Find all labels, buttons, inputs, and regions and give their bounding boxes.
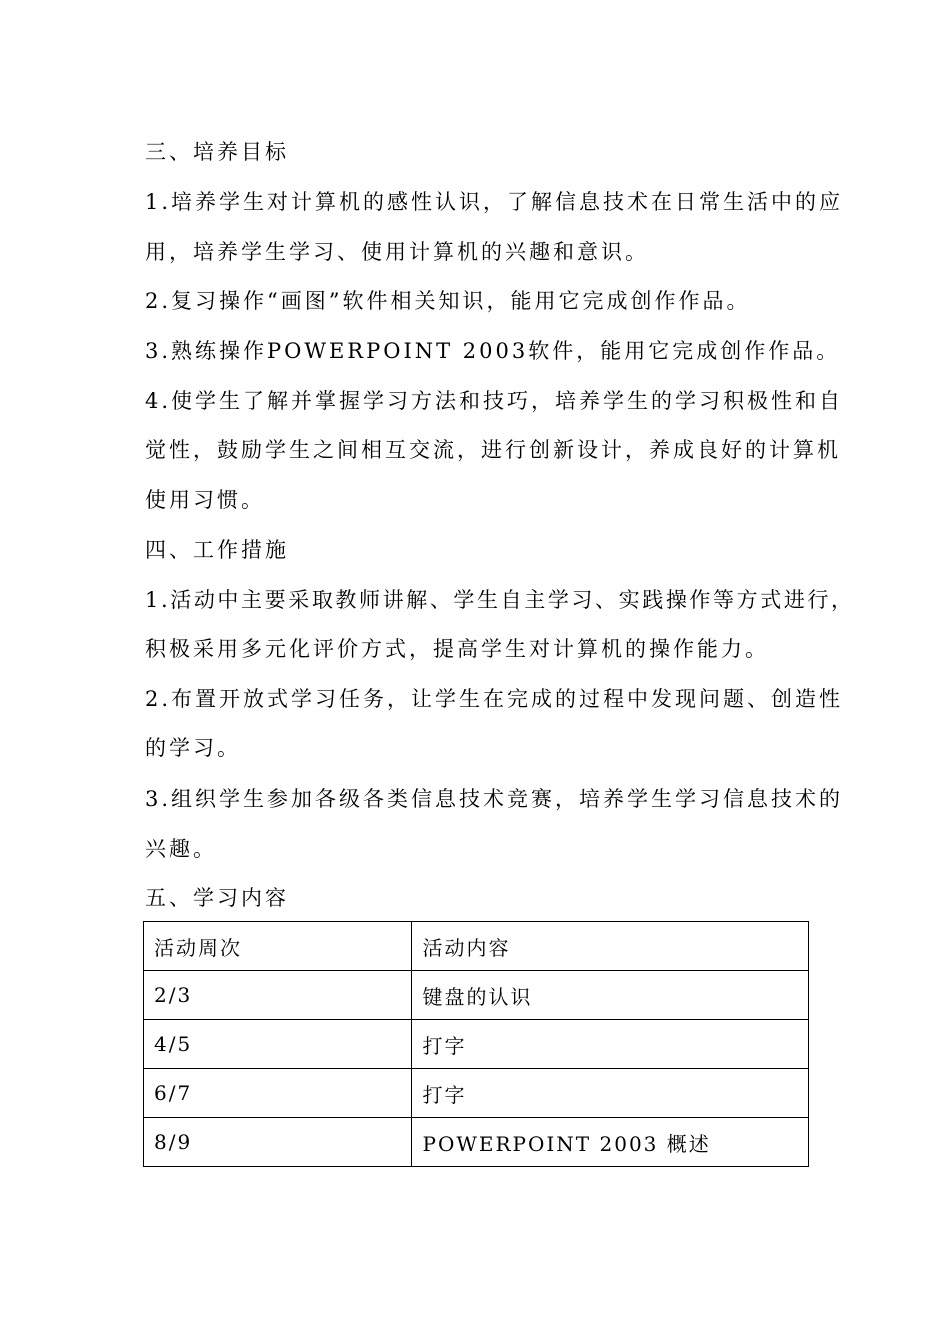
content-cell: 打字 [412, 1069, 809, 1118]
goals-line-5: 4.使学生了解并掌握学习方法和技巧，培养学生的学习积极性和自 [145, 389, 844, 413]
measures-line-3: 2.布置开放式学习任务，让学生在完成的过程中发现问题、创造性 [145, 687, 844, 711]
week-cell: 8/9 [144, 1118, 412, 1167]
measures-line-6: 兴趣。 [145, 837, 217, 861]
header-week: 活动周次 [144, 922, 412, 971]
measures-line-1: 1.活动中主要采取教师讲解、学生自主学习、实践操作等方式进行， [145, 588, 855, 612]
goals-line-1: 1.培养学生对计算机的感性认识，了解信息技术在日常生活中的应 [145, 190, 844, 214]
table-row [144, 1118, 809, 1167]
measures-line-4: 的学习。 [145, 736, 241, 760]
table-row [144, 1020, 809, 1069]
measures-heading: 四、工作措施 [145, 538, 289, 562]
content-heading: 五、学习内容 [145, 886, 289, 910]
table-row [144, 971, 809, 1020]
goals-line-7: 使用习惯。 [145, 488, 265, 512]
content-cell: 键盘的认识 [412, 971, 809, 1020]
week-cell: 4/5 [144, 1020, 412, 1069]
measures-line-2: 积极采用多元化评价方式，提高学生对计算机的操作能力。 [145, 637, 769, 661]
week-cell: 6/7 [144, 1069, 412, 1118]
measures-line-5: 3.组织学生参加各级各类信息技术竞赛，培养学生学习信息技术的 [145, 787, 844, 811]
goals-heading: 三、培养目标 [145, 140, 289, 164]
goals-line-4: 3.熟练操作POWERPOINT 2003软件，能用它完成创作作品。 [145, 339, 841, 363]
goals-line-3: 2.复习操作“画图”软件相关知识，能用它完成创作作品。 [145, 289, 751, 313]
goals-line-6: 觉性，鼓励学生之间相互交流，进行创新设计，养成良好的计算机 [145, 438, 841, 462]
header-content: 活动内容 [412, 922, 809, 971]
content-cell: 打字 [412, 1020, 809, 1069]
table-row [144, 1069, 809, 1118]
learning-content-table [143, 921, 809, 1167]
table-header-row [144, 922, 809, 971]
week-cell: 2/3 [144, 971, 412, 1020]
goals-line-2: 用，培养学生学习、使用计算机的兴趣和意识。 [145, 240, 649, 264]
content-cell: POWERPOINT 2003 概述 [412, 1118, 809, 1167]
